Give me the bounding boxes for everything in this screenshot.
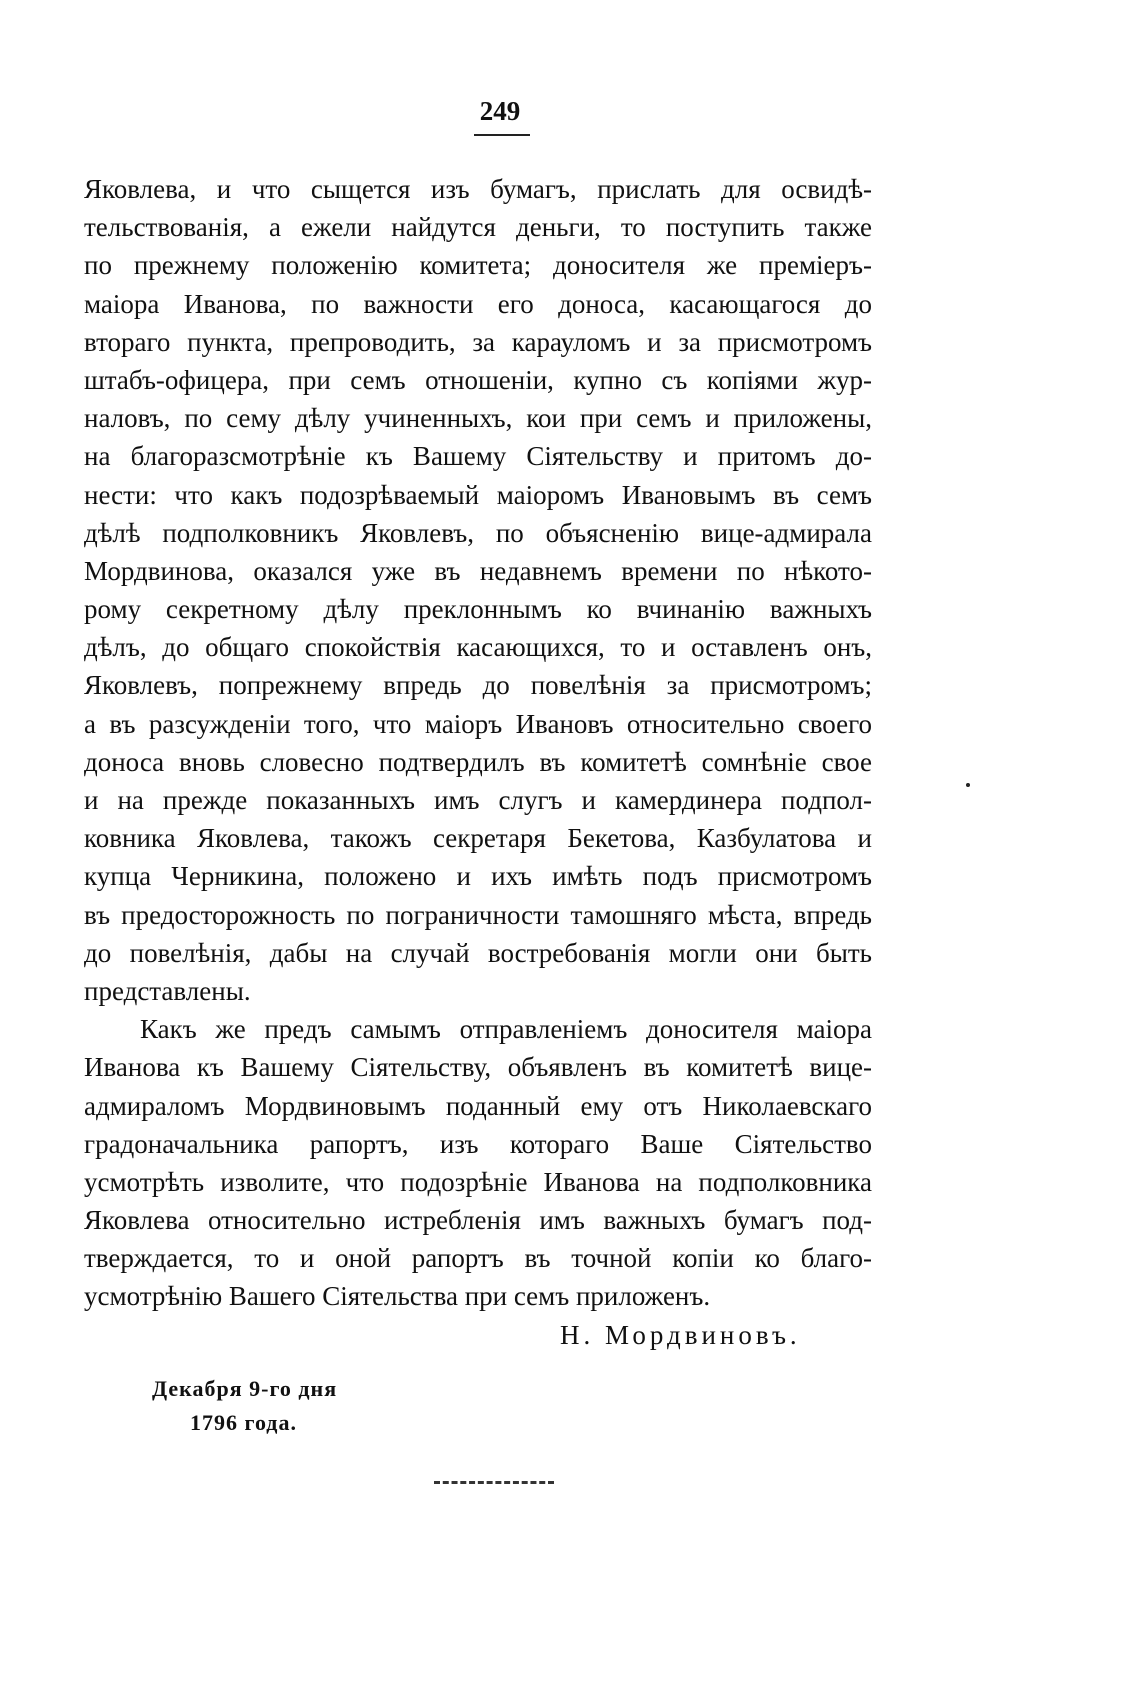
text-line: усмотрѣть изволите, что подозрѣніе Иванова на подполковника xyxy=(84,1166,872,1197)
text-line: и на прежде показанныхъ имъ слугъ и камердинера подпол- xyxy=(84,785,872,815)
text-line: въ предосторожность по пограничности тамошняго мѣста, впредь xyxy=(84,899,872,930)
paragraph-start-line: Какъ же предъ самымъ отправленіемъ доносителя маіора xyxy=(140,1014,872,1045)
text-line: Яковлевъ, попрежнему впредь до повелѣнія за присмотромъ; xyxy=(84,670,872,701)
text-line: нести: что какъ подозрѣваемый маіоромъ Ивановымъ въ семъ xyxy=(84,479,872,510)
text-line: ковника Яковлева, такожъ секретаря Бекетова, Казбулатова и xyxy=(84,823,872,854)
text-line: Иванова къ Вашему Сіятельству, объявленъ въ комитетѣ вице- xyxy=(84,1052,872,1083)
page-number: 249 xyxy=(479,96,521,126)
text-line: дѣлѣ подполковникъ Яковлевъ, по объясненію вице-адмирала xyxy=(84,517,872,548)
date-line: Декабря 9-го дня xyxy=(152,1376,338,1401)
text-line: по прежнему положенію комитета; доносителя же преміеръ- xyxy=(84,250,872,281)
text-line: дѣлъ, до общаго спокойствія касающихся, то и оставленъ онъ, xyxy=(84,632,872,663)
text-line: усмотрѣнію Вашего Сіятельства при семъ приложенъ. xyxy=(84,1281,711,1312)
text-line: втораго пункта, препроводить, за карауломъ и за присмотромъ xyxy=(84,326,872,357)
text-line: наловъ, по сему дѣлу учиненныхъ, кои при семъ и приложены, xyxy=(84,403,872,434)
text-line: тельствованія, а ежели найдутся деньги, то поступить также xyxy=(84,212,872,243)
text-line: адмираломъ Мордвиновымъ поданный ему отъ Николаевскаго xyxy=(84,1090,872,1121)
signature: Н. Мордвиновъ. xyxy=(560,1320,801,1350)
text-line: до повелѣнія, дабы на случай востребованія могли они быть xyxy=(84,937,872,968)
text-line: представлены. xyxy=(84,975,251,1006)
text-line: на благоразсмотрѣніе къ Вашему Сіятельству и притомъ до- xyxy=(84,441,872,472)
text-line: Мордвинова, оказался уже въ недавнемъ времени по нѣкото- xyxy=(84,555,872,586)
body-text xyxy=(84,170,872,1316)
text-line: а въ разсужденіи того, что маіоръ Ивановъ относительно своего xyxy=(84,708,872,739)
text-line: доноса вновь словесно подтвердилъ въ комитетѣ сомнѣніе свое xyxy=(84,746,872,777)
closing-rule xyxy=(434,1481,554,1487)
text-line: рому секретному дѣлу преклоннымъ ко вчинанію важныхъ xyxy=(84,594,872,625)
print-speck xyxy=(966,783,970,787)
text-line: купца Черникина, положено и ихъ имѣть подъ присмотромъ xyxy=(84,861,872,892)
text-line: Яковлева относительно истребленія имъ важныхъ бумагъ под- xyxy=(84,1205,872,1236)
text-line: штабъ-офицера, при семъ отношеніи, купно съ копіями жур- xyxy=(84,364,872,395)
page-number-rule xyxy=(474,134,530,136)
text-line: тверждается, то и оной рапортъ въ точной копіи ко благо- xyxy=(84,1243,872,1274)
text-line: маіора Иванова, по важности его доноса, касающагося до xyxy=(84,288,872,319)
text-line: градоначальника рапортъ, изъ котораго Ваше Сіятельство xyxy=(84,1128,872,1159)
text-line: Яковлева, и что сыщется изъ бумагъ, прислать для освидѣ- xyxy=(84,174,872,204)
year-line: 1796 года. xyxy=(190,1410,297,1435)
